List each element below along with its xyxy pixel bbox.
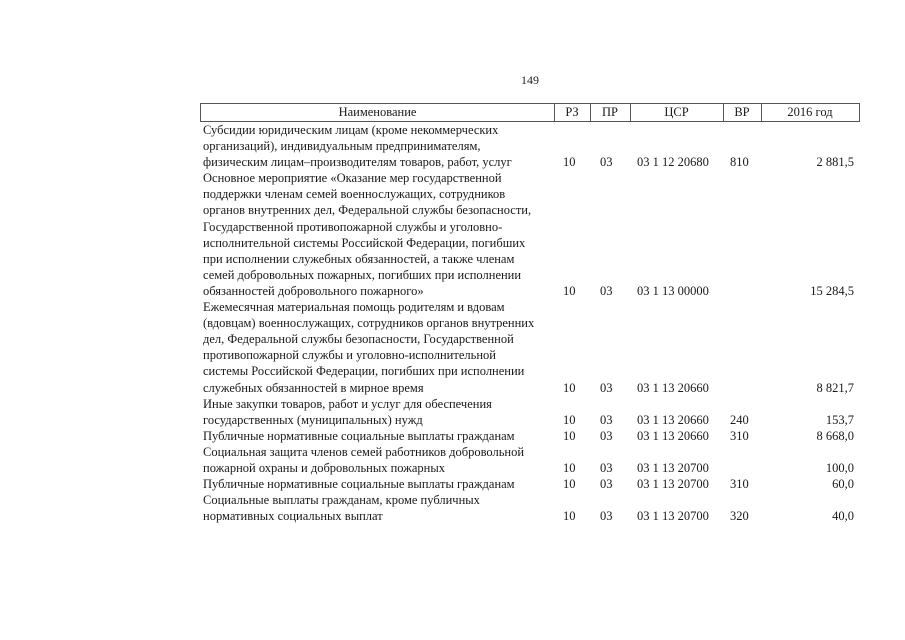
- table-row: [200, 122, 860, 170]
- budget-table: [200, 103, 860, 524]
- row-csr: 03 1 12 20680: [637, 155, 709, 170]
- header-csr: ЦСР: [664, 105, 689, 119]
- row-rz: 10: [563, 428, 576, 443]
- row-amount: 15 284,5: [810, 283, 854, 298]
- row-amount: 153,7: [825, 412, 854, 427]
- row-name: Ежемесячная материальная помощь родителям и вдовам (вдовцам) военнослужащих, сотрудников органов внутренних дел, Федеральной службы безопасности, Государственной противопожарной службы и уголовно-исполнительной системы Российской Федерации, погибших при исполнении служебных обязанностей в мирное время: [203, 300, 535, 395]
- row-amount: 8 668,0: [816, 428, 854, 443]
- row-name: Публичные нормативные социальные выплаты гражданам: [203, 477, 515, 492]
- row-name: Основное мероприятие «Оказание мер государственной поддержки членам семей военнослужащих, сотрудников органов внутренних дел, Федеральной службы безопасности, Государственной противопожарной службы и уголовно- исполнительной системы Российской Федерации, погибших при исполнении служебных обязанностей, а также членам семей добровольных пожарных, погибших при исполнении обязанностей добровольного пожарного»: [203, 171, 532, 298]
- row-pr: 03: [600, 460, 613, 475]
- table-row: [200, 299, 860, 396]
- header-vr: ВР: [734, 105, 750, 119]
- row-csr: 03 1 13 20660: [637, 428, 709, 443]
- row-amount: 2 881,5: [816, 155, 854, 170]
- row-rz: 10: [563, 283, 576, 298]
- row-pr: 03: [600, 155, 613, 170]
- row-vr: 810: [730, 155, 749, 170]
- row-pr: 03: [600, 509, 613, 524]
- row-name: Социальная защита членов семей работников добровольной пожарной охраны и добровольных пожарных: [203, 444, 525, 475]
- row-csr: 03 1 13 20660: [637, 380, 709, 395]
- row-pr: 03: [600, 380, 613, 395]
- table-row: [200, 492, 860, 524]
- row-amount: 8 821,7: [816, 380, 854, 395]
- row-vr: 310: [730, 428, 749, 443]
- row-name: Субсидии юридическим лицам (кроме некоммерческих организаций), индивидуальным предпринимателям, физическим лицам–производителям товаров, работ, услуг: [203, 123, 512, 170]
- header-pr: ПР: [602, 105, 618, 119]
- row-vr: 320: [730, 509, 749, 524]
- row-csr: 03 1 13 20700: [637, 477, 709, 492]
- row-name: Иные закупки товаров, работ и услуг для обеспечения государственных (муниципальных) нужд: [203, 396, 492, 427]
- header-rz: РЗ: [565, 105, 579, 119]
- page-number: 149: [521, 73, 539, 87]
- table-row: [200, 170, 860, 299]
- row-amount: 100,0: [825, 460, 854, 475]
- row-pr: 03: [600, 283, 613, 298]
- row-pr: 03: [600, 412, 613, 427]
- row-rz: 10: [563, 477, 576, 492]
- row-vr: 240: [730, 412, 749, 427]
- row-name: Социальные выплаты гражданам, кроме публичных нормативных социальных выплат: [203, 493, 480, 524]
- row-csr: 03 1 13 20700: [637, 509, 709, 524]
- row-rz: 10: [563, 460, 576, 475]
- row-rz: 10: [563, 412, 576, 427]
- row-amount: 60,0: [832, 477, 854, 492]
- table-row: [200, 444, 860, 476]
- row-rz: 10: [563, 380, 576, 395]
- table-body: [200, 122, 860, 524]
- table-header: [200, 103, 860, 122]
- row-csr: 03 1 13 20660: [637, 412, 709, 427]
- row-csr: 03 1 13 20700: [637, 460, 709, 475]
- table-row: [200, 396, 860, 428]
- row-pr: 03: [600, 428, 613, 443]
- table-row: [200, 428, 860, 444]
- row-name: Публичные нормативные социальные выплаты гражданам: [203, 428, 515, 443]
- row-pr: 03: [600, 477, 613, 492]
- row-amount: 40,0: [832, 509, 854, 524]
- row-csr: 03 1 13 00000: [637, 283, 709, 298]
- header-name: Наименование: [338, 105, 417, 119]
- row-rz: 10: [563, 155, 576, 170]
- row-rz: 10: [563, 509, 576, 524]
- row-vr: 310: [730, 477, 749, 492]
- header-year: 2016 год: [787, 105, 833, 119]
- table-row: [200, 476, 860, 492]
